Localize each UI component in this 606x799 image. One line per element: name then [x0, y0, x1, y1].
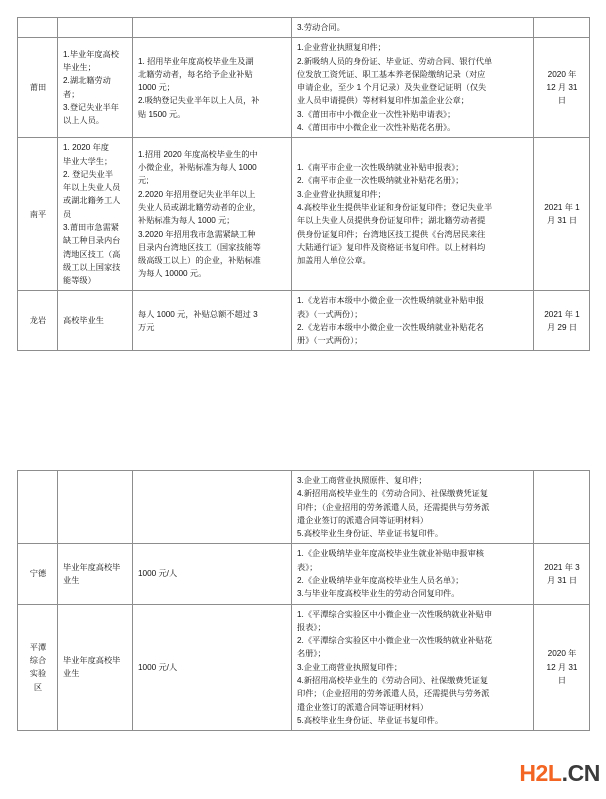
cell-standard: 1.招用 2020 年度高校毕业生的中 小微企业，补贴标准为每人 1000 元; 2.2020 年招用登记失业半年以上 失业人员或湖北籍劳动者的企业， 补贴标准为每人 1000 元； 3.2020 年招用我市急需紧缺工种 目录内台湾地区技工（国家技能等 级高级工以上）的企业，补贴标准 为每人 10000 元。 — [133, 138, 292, 291]
table-row — [18, 38, 590, 138]
cell-object: 1.毕业年度高校 毕业生； 2.湖北籍劳动 者； 3.登记失业半年 以上人员。 — [58, 38, 133, 138]
cell-date — [534, 471, 590, 544]
cell-region — [18, 471, 58, 544]
cell-object — [58, 471, 133, 544]
cell-material: 3.企业工商营业执照原件、复印件； 4.新招用高校毕业生的《劳动合同》、社保缴费凭证复 印件；（企业招用的劳务派遣人员，还需提供与劳务派 遣企业签订的派遣合同等证明材料） 5.高校毕业生身份证、毕业证书复印件。 — [292, 471, 534, 544]
cell-region: 宁德 — [18, 544, 58, 604]
table-row — [18, 544, 590, 604]
cell-material: 1.《南平市企业一次性吸纳就业补贴申报表》； 2.《南平市企业一次性吸纳就业补贴花名册》； 3.企业营业执照复印件； 4.高校毕业生提供毕业证和身份证复印件；登记失业半 年以上失业人员提供身份证复印件；湖北籍劳动者提 供身份证复印件；台湾地区技工提供《台湾居民来往 大陆通行证》复印件及资格证书复印件。以上材料均 加盖用人单位公章。 — [292, 138, 534, 291]
cell-region: 南平 — [18, 138, 58, 291]
cell-object: 高校毕业生 — [58, 291, 133, 351]
cell-date: 2021 年 3 月 31 日 — [534, 544, 590, 604]
table-row — [18, 18, 590, 38]
cell-standard: 1000 元/人 — [133, 604, 292, 731]
cell-material: 3.劳动合同。 — [292, 18, 534, 38]
cell-standard: 1. 招用毕业年度高校毕业生及湖 北籍劳动者，每名给予企业补贴 1000 元； 2.吸纳登记失业半年以上人员，补 贴 1500 元。 — [133, 38, 292, 138]
table-row — [18, 471, 590, 544]
cell-object: 毕业年度高校毕 业生 — [58, 604, 133, 731]
table-row — [18, 291, 590, 351]
cell-material: 1.《龙岩市本级中小微企业一次性吸纳就业补贴申报 表》（一式两份）； 2.《龙岩市本级中小微企业一次性吸纳就业补贴花名 册》（一式两份）； — [292, 291, 534, 351]
table-body — [18, 18, 590, 351]
cell-region: 龙岩 — [18, 291, 58, 351]
cell-material: 1.企业营业执照复印件； 2.新吸纳人员的身份证、毕业证、劳动合同、银行代单 位发放工资凭证、职工基本养老保险缴纳记录（对应 申请企业，至少 1 个月记录）及失业登记证明（仅失 业人员申请提供）等材料复印件加盖企业公章； 3.《莆田市中小微企业一次性补贴申请表》； 4.《莆田市中小微企业一次性补贴花名册》。 — [292, 38, 534, 138]
cell-date — [534, 18, 590, 38]
subsidy-table-part-1 — [17, 17, 590, 351]
subsidy-table-part-2 — [17, 470, 590, 731]
cell-region: 莆田 — [18, 38, 58, 138]
table-body — [18, 471, 590, 731]
watermark — [519, 762, 600, 785]
cell-standard: 1000 元/人 — [133, 544, 292, 604]
cell-region: 平潭 综合 实验 区 — [18, 604, 58, 731]
watermark-tld: .CN — [561, 760, 600, 786]
cell-object: 1. 2020 年度 毕业大学生； 2. 登记失业半 年以上失业人员 或湖北籍务工人 员 3.莆田市急需紧 缺工种目录内台 湾地区技工（高 级工以上国家技 能等级） — [58, 138, 133, 291]
cell-material: 1.《平潭综合实验区中小微企业一次性吸纳就业补贴申 报表》； 2.《平潭综合实验区中小微企业一次性吸纳就业补贴花 名册》； 3.企业工商营业执照复印件； 4.新招用高校毕业生的《劳动合同》、社保缴费凭证复 印件；（企业招用的劳务派遣人员，还需提供与劳务派 遣企业签订的派遣合同等证明材料） 5.高校毕业生身份证、毕业证书复印件。 — [292, 604, 534, 731]
watermark-brand: H2L — [519, 760, 562, 786]
cell-region — [18, 18, 58, 38]
cell-standard — [133, 471, 292, 544]
cell-date: 2021 年 1 月 29 日 — [534, 291, 590, 351]
cell-date: 2020 年 12 月 31 日 — [534, 604, 590, 731]
cell-date: 2021 年 1 月 31 日 — [534, 138, 590, 291]
cell-object — [58, 18, 133, 38]
cell-object: 毕业年度高校毕 业生 — [58, 544, 133, 604]
cell-material: 1.《企业吸纳毕业年度高校毕业生就业补贴申报审核 表》； 2.《企业吸纳毕业年度高校毕业生人员名单》； 3.与毕业年度高校毕业生的劳动合同复印件。 — [292, 544, 534, 604]
cell-date: 2020 年 12 月 31 日 — [534, 38, 590, 138]
table-row — [18, 138, 590, 291]
cell-standard: 每人 1000 元，补贴总额不超过 3 万元 — [133, 291, 292, 351]
table-row — [18, 604, 590, 731]
cell-standard — [133, 18, 292, 38]
